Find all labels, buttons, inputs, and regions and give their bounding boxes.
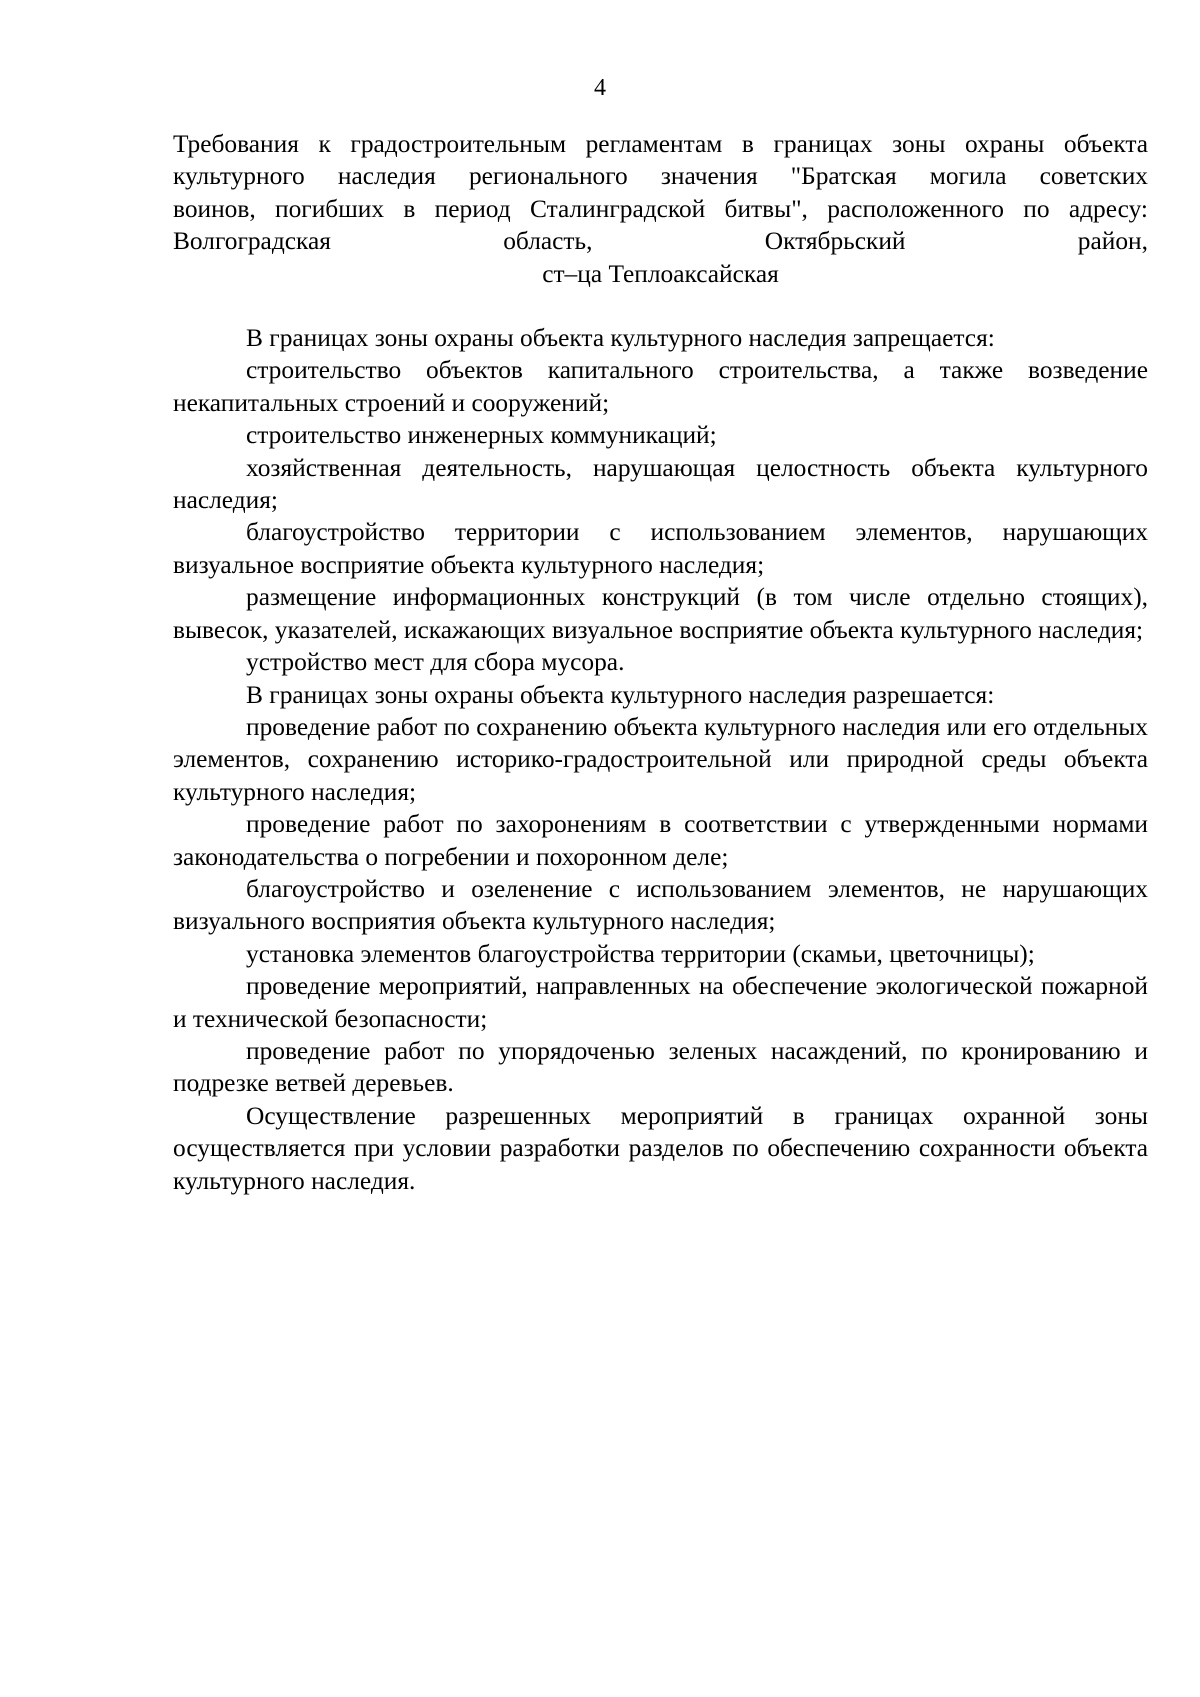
- list-item: размещение информационных конструкций (в том числе отдельно стоящих), вывесок, указателей, искажающих визуальное восприятие объекта культурного наследия;: [173, 583, 1148, 644]
- heading-line: Требования к градостроительным регламентам в границах зоны охраны объекта: [173, 130, 1148, 158]
- list-item: проведение работ по захоронениям в соответствии с утвержденными нормами законодательства о погребении и похоронном деле;: [173, 810, 1148, 871]
- heading-line: культурного наследия регионального значения "Братская могила советских: [173, 162, 1148, 191]
- paragraph-list: [173, 322, 1148, 1197]
- list-item: устройство мест для сбора мусора.: [246, 648, 625, 677]
- list-item: строительство инженерных коммуникаций;: [246, 421, 717, 450]
- document-body: [173, 128, 1148, 1197]
- page-number: 4: [594, 75, 606, 101]
- prohibited-intro: В границах зоны охраны объекта культурного наследия запрещается:: [246, 324, 995, 353]
- list-item: проведение мероприятий, направленных на обеспечение экологической пожарной и технической безопасности;: [173, 972, 1148, 1033]
- heading-line: ст–ца Теплоаксайская: [542, 259, 779, 288]
- permitted-intro: В границах зоны охраны объекта культурного наследия разрешается:: [246, 680, 995, 709]
- closing-paragraph: Осуществление разрешенных мероприятий в границах охранной зоны осуществляется при условии разработки разделов по обеспечению сохранности объекта культурного наследия.: [173, 1101, 1148, 1195]
- list-item: установка элементов благоустройства территории (скамьи, цветочницы);: [246, 939, 1035, 968]
- list-item: хозяйственная деятельность, нарушающая целостность объекта культурного наследия;: [173, 453, 1148, 515]
- list-item: строительство объектов капитального строительства, а также возведение некапитальных строений и сооружений;: [173, 356, 1148, 417]
- list-item: проведение работ по упорядоченью зеленых насаждений, по кронированию и подрезке ветвей деревьев.: [173, 1036, 1148, 1098]
- list-item: благоустройство и озеленение с использованием элементов, не нарушающих визуального восприятия объекта культурного наследия;: [173, 874, 1148, 936]
- document-heading: [173, 128, 1148, 290]
- heading-line: Волгоградская область, Октябрьский район,: [173, 227, 1148, 256]
- list-item: благоустройство территории с использованием элементов, нарушающих визуальное восприятие объекта культурного наследия;: [173, 518, 1148, 579]
- heading-line: воинов, погибших в период Сталинградской битвы", расположенного по адресу:: [173, 194, 1148, 223]
- list-item: проведение работ по сохранению объекта культурного наследия или его отдельных элементов, сохранению историко-градостроительной или природной среды объекта культурного наследия;: [173, 712, 1148, 806]
